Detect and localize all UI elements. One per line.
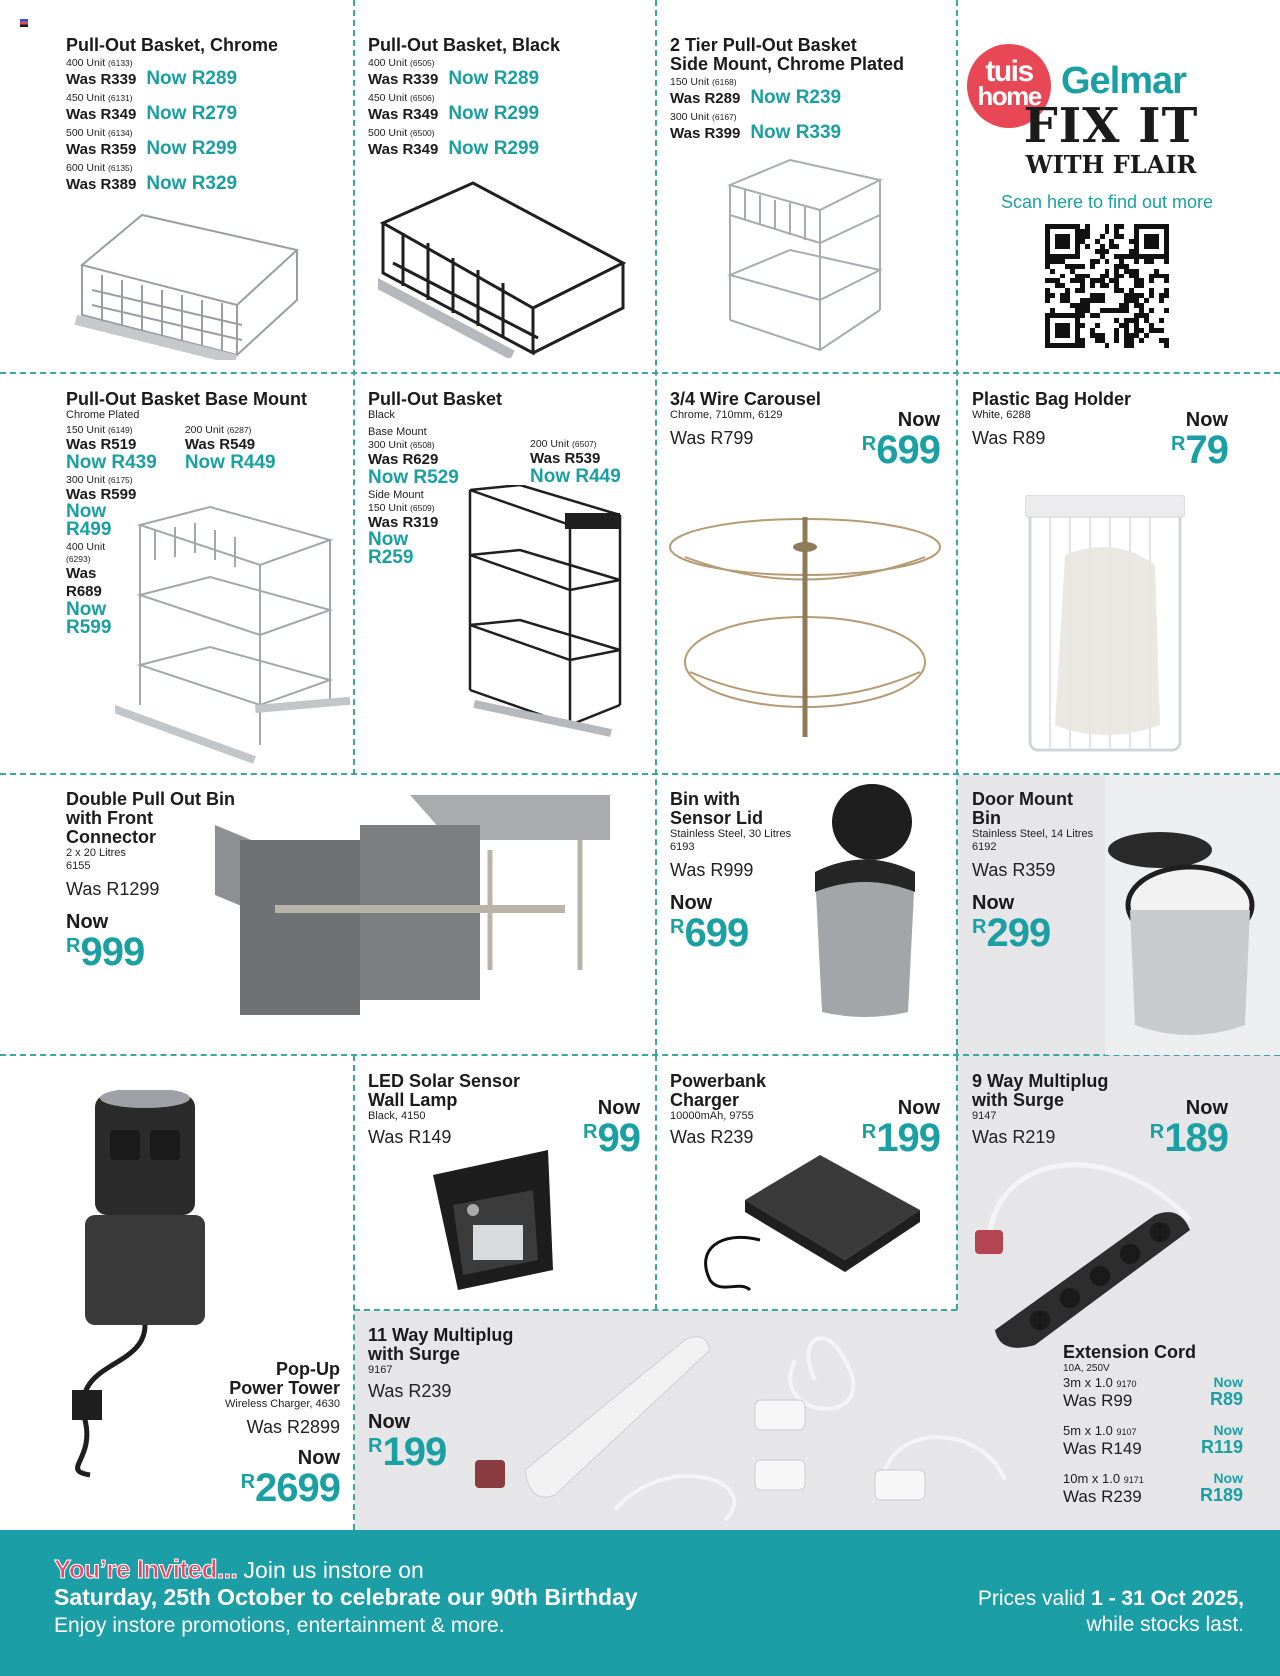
product-subtitle: White, 6288 bbox=[972, 409, 1031, 421]
product-subtitle: Stainless Steel, 14 Litres bbox=[972, 828, 1094, 840]
variant: 200 Unit (6287) Was R549 Now R449 bbox=[184, 424, 276, 473]
powerbank-image bbox=[690, 1150, 930, 1300]
now-price-box bbox=[862, 410, 940, 470]
product-title: LED Solar Sensor Wall Lamp bbox=[368, 1072, 521, 1110]
product-code: 9147 bbox=[972, 1110, 997, 1122]
tuis-home-logo: tuis home bbox=[967, 44, 1051, 128]
chrome-basket-image bbox=[72, 205, 302, 360]
product-title: Extension Cord bbox=[1063, 1343, 1197, 1362]
was-price: Was R219 bbox=[972, 1127, 1056, 1147]
variant-list bbox=[66, 57, 346, 195]
with-flair-headline: WITH FLAIR bbox=[1025, 150, 1197, 179]
two-tier-basket-image bbox=[710, 155, 890, 355]
invite-text: Join us instore on bbox=[237, 1557, 424, 1583]
was-price: Was R359 bbox=[972, 860, 1056, 880]
variant: 150 Unit (6509) Was R319 Now R259 bbox=[368, 502, 439, 568]
now-price: R 2699 bbox=[240, 1466, 340, 1510]
now-price-box bbox=[862, 1098, 940, 1158]
product-title: Pull-Out Basket, Chrome bbox=[66, 36, 279, 55]
black-basket-image bbox=[378, 178, 628, 358]
product-subtitle: Chrome Plated bbox=[66, 409, 140, 421]
sensor-bin-image bbox=[810, 782, 920, 1022]
was-price: Was R799 bbox=[670, 428, 754, 448]
was-price: Was R1299 bbox=[66, 879, 160, 899]
now-price-box bbox=[583, 1098, 640, 1158]
variant: 300 Unit (6175) Was R599 Now R499 bbox=[66, 474, 137, 540]
now-label: Now bbox=[597, 1097, 640, 1119]
was-price: Was R149 bbox=[368, 1127, 452, 1147]
variant: 5m x 1.0 9107 Was R149 Now R119 bbox=[1063, 1422, 1243, 1458]
double-bin-image bbox=[200, 790, 620, 1015]
now-price: R 999 bbox=[66, 930, 145, 974]
mount-label: Base Mount bbox=[368, 426, 427, 438]
now-price-box bbox=[1171, 410, 1228, 470]
product-title: 9 Way Multiplug with Surge bbox=[972, 1072, 1109, 1110]
product-extension-cord[interactable] bbox=[1063, 1343, 1243, 1523]
validity-note: Prices valid 1 - 31 Oct 2025, while stocks last. bbox=[977, 1587, 1244, 1636]
mount-label: Side Mount bbox=[368, 489, 424, 501]
product-subtitle: Black, 4150 bbox=[368, 1110, 426, 1122]
product-title: Double Pull Out Bin with Front Connector bbox=[66, 790, 235, 847]
now-price: R 189 bbox=[1149, 1116, 1228, 1160]
print-marker-icon bbox=[20, 19, 28, 27]
promotions-line: Enjoy instore promotions, entertainment & more. bbox=[54, 1614, 505, 1637]
grid-line bbox=[655, 1055, 657, 1310]
was-price: Was R2899 bbox=[246, 1417, 340, 1437]
qr-code[interactable] bbox=[1045, 224, 1169, 348]
now-label: Now bbox=[972, 892, 1015, 914]
now-label: Now bbox=[297, 1447, 340, 1469]
variant: 150 Unit (6168) Was R289 Now R239 bbox=[670, 76, 842, 108]
product-title: Pop-Up Power Tower bbox=[229, 1360, 340, 1398]
was-price: Was R239 bbox=[368, 1381, 452, 1401]
was-price: Was R239 bbox=[670, 1127, 754, 1147]
variant: 450 Unit (6506) Was R349 Now R299 bbox=[368, 92, 540, 124]
variant: 400 Unit (6505) Was R339 Now R289 bbox=[368, 57, 540, 89]
variant: 600 Unit (6135) Was R389 Now R329 bbox=[66, 162, 238, 194]
now-price: R 199 bbox=[861, 1116, 940, 1160]
scan-text: Scan here to find out more bbox=[1000, 192, 1214, 212]
grid-line bbox=[0, 372, 1280, 374]
variant: 300 Unit (6167) Was R399 Now R339 bbox=[670, 111, 842, 143]
product-title: Powerbank Charger bbox=[670, 1072, 767, 1110]
variant: 300 Unit (6508) Was R629 Now R529 bbox=[368, 439, 459, 488]
grid-line bbox=[0, 1054, 1280, 1056]
now-label: Now bbox=[66, 911, 109, 933]
grid-line bbox=[353, 1055, 355, 1530]
was-price: Was R999 bbox=[670, 860, 754, 880]
birthday-line: Saturday, 25th October to celebrate our 90th Birthday bbox=[54, 1584, 638, 1610]
now-label: Now bbox=[1185, 1097, 1228, 1119]
product-title: 2 Tier Pull-Out Basket Side Mount, Chrome Plated bbox=[670, 36, 905, 74]
now-price: R 299 bbox=[972, 911, 1051, 955]
variant: 500 Unit (6500) Was R349 Now R299 bbox=[368, 127, 540, 159]
product-title: Pull-Out Basket Base Mount bbox=[66, 390, 308, 409]
product-title: Bin with Sensor Lid bbox=[670, 790, 764, 828]
footer-banner bbox=[0, 1530, 1280, 1676]
now-label: Now bbox=[368, 1411, 411, 1433]
product-title: Pull-Out Basket bbox=[368, 390, 503, 409]
product-code: 9167 bbox=[368, 1364, 393, 1376]
now-label: Now bbox=[897, 409, 940, 431]
grid-line bbox=[655, 0, 657, 1055]
now-price-box bbox=[1150, 1098, 1228, 1158]
variant: 400 Unit (6133) Was R339 Now R289 bbox=[66, 57, 238, 89]
now-price: R 79 bbox=[1171, 428, 1228, 472]
now-price: R 699 bbox=[670, 911, 749, 955]
carousel-image bbox=[665, 512, 945, 742]
product-code: 6155 bbox=[66, 860, 91, 872]
product-subtitle: Black bbox=[368, 409, 395, 421]
grid-line bbox=[354, 1309, 957, 1311]
now-price: R 199 bbox=[368, 1430, 447, 1474]
variant: 200 Unit (6507) Was R539 Now R449 bbox=[530, 438, 621, 487]
variant-row bbox=[66, 422, 351, 472]
variant: 150 Unit (6149) Was R519 Now R439 bbox=[66, 424, 157, 473]
was-price: Was R89 bbox=[972, 428, 1046, 448]
now-label: Now bbox=[897, 1097, 940, 1119]
product-pop-up-power-tower[interactable] bbox=[130, 1360, 340, 1520]
product-subtitle: Wireless Charger, 4630 bbox=[225, 1398, 340, 1410]
product-title: Plastic Bag Holder bbox=[972, 390, 1132, 409]
product-code: 6192 bbox=[972, 841, 997, 853]
variant: 3m x 1.0 9170 Was R99 Now R89 bbox=[1063, 1374, 1243, 1410]
gelmar-logo: Gelmar bbox=[1061, 60, 1186, 102]
product-title: Pull-Out Basket, Black bbox=[368, 36, 561, 55]
product-subtitle: 10A, 250V bbox=[1063, 1363, 1110, 1374]
variant: 450 Unit (6131) Was R349 Now R279 bbox=[66, 92, 238, 124]
product-title: Door Mount Bin bbox=[972, 790, 1073, 828]
grid-line bbox=[0, 773, 1280, 775]
door-bin-image bbox=[1105, 775, 1280, 1055]
base-mount-basket-image bbox=[115, 505, 355, 765]
invited-heading: You’re Invited... bbox=[54, 1554, 238, 1584]
product-9-way-multiplug[interactable] bbox=[972, 1072, 1172, 1172]
grid-line bbox=[956, 1055, 958, 1310]
now-label: Now bbox=[670, 892, 713, 914]
variant: 500 Unit (6134) Was R359 Now R299 bbox=[66, 127, 238, 159]
now-label: Now bbox=[1185, 409, 1228, 431]
product-title: 11 Way Multiplug with Surge bbox=[368, 1326, 514, 1364]
invite-line bbox=[54, 1554, 424, 1585]
product-subtitle: Chrome, 710mm, 6129 bbox=[670, 409, 783, 421]
black-mount-basket-image bbox=[465, 485, 625, 755]
product-subtitle: 10000mAh, 9755 bbox=[670, 1110, 754, 1122]
product-subtitle: 2 x 20 Litres bbox=[66, 847, 126, 859]
now-price: R 99 bbox=[583, 1116, 640, 1160]
multiplug11-image bbox=[465, 1320, 1025, 1525]
solar-lamp-image bbox=[428, 1140, 558, 1295]
product-door-mount-bin[interactable] bbox=[972, 790, 1102, 990]
product-code: 6193 bbox=[670, 841, 695, 853]
fix-it-headline: FIX IT bbox=[1023, 98, 1199, 154]
product-subtitle: Stainless Steel, 30 Litres bbox=[670, 828, 792, 840]
bag-holder-image bbox=[1025, 495, 1185, 755]
variant: 400 Unit (6293) Was R689 Now R599 bbox=[66, 541, 112, 638]
product-title: 3/4 Wire Carousel bbox=[670, 390, 821, 409]
now-price: R 699 bbox=[861, 428, 940, 472]
promo-panel bbox=[957, 30, 1280, 370]
variant: 10m x 1.0 9171 Was R239 Now R189 bbox=[1063, 1470, 1243, 1506]
